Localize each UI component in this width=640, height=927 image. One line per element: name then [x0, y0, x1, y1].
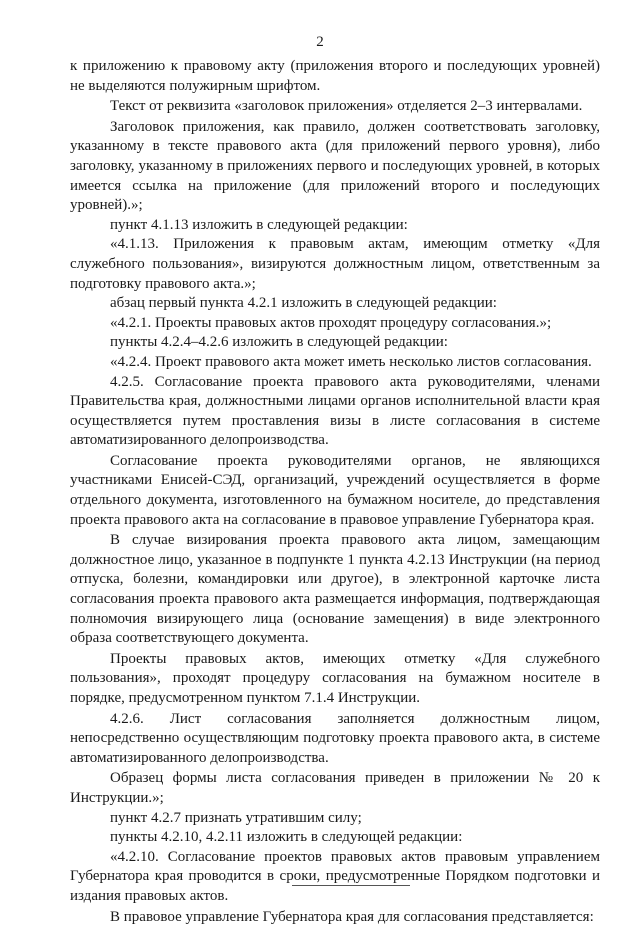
paragraph-4-1-13: «4.1.13. Приложения к правовым актам, имеющим отметку «Для служебного пользования», визируются должностным лицом, ответственным за подготовку правового акта.»; [70, 236, 600, 292]
paragraph-4-2-7: пункт 4.2.7 признать утратившим силу; [110, 809, 362, 826]
page-number: 2 [316, 34, 324, 50]
paragraph-amend-4-1-13: пункт 4.1.13 изложить в следующей редакции: [110, 216, 408, 233]
paragraph-external-approval: Согласование проекта руководителями органов, не являющихся участниками Енисей-СЭД, организаций, учреждений осуществляется в форме отдельного документа, изготовленного на бумажном носителе, до представления проекта правового акта на согласование в правовое управление Губернатора края. [70, 452, 600, 528]
paragraph-4-2-1: «4.2.1. Проекты правовых актов проходят процедуру согласования.»; [110, 314, 552, 331]
document-body [70, 57, 600, 927]
paragraph-4-2-10: «4.2.10. Согласование проектов правовых актов правовым управлением Губернатора края проводится в сроки, предусмотренные Порядком подготовки и издания правовых актов. [70, 848, 600, 904]
paragraph-restricted-drafts: Проекты правовых актов, имеющих отметку «Для служебного пользования», проходят процедуру согласования на бумажном носителе в порядке, предусмотренном пунктом 7.1.4 Инструкции. [70, 650, 600, 706]
bottom-rule [292, 885, 410, 886]
paragraph-4-2-4: «4.2.4. Проект правового акта может иметь несколько листов согласования. [110, 353, 592, 370]
paragraph-appendix-heading: Заголовок приложения, как правило, должен соответствовать заголовку, указанному в тексте правового акта (для приложений первого уровня), либо заголовку, указанному в приложениях первого и последующих уровней, в которых имеется ссылка на приложение (для приложений второго и последующих уровней).»; [70, 118, 600, 214]
paragraph-substitute-visa: В случае визирования проекта правового акта лицом, замещающим должностное лицо, указанное в подпункте 1 пункта 4.2.13 Инструкции (на период отпуска, болезни, командировки или другое), в электронной карточке листа согласования проекта правового акта размещается информация, подтверждающая полномочия визирующего лица (основание замещения) в виде электронного образа соответствующего документа. [70, 532, 600, 647]
paragraph-amend-4-2-4: пункты 4.2.4–4.2.6 изложить в следующей редакции: [110, 334, 448, 351]
paragraph-form-sample: Образец формы листа согласования приведен в приложении № 20 к Инструкции.»; [70, 770, 600, 806]
paragraph-amend-4-2-10: пункты 4.2.10, 4.2.11 изложить в следующей редакции: [110, 829, 463, 846]
paragraph-submission-list: В правовое управление Губернатора края для согласования представляется: [110, 908, 594, 925]
paragraph-amend-4-2-1: абзац первый пункта 4.2.1 изложить в следующей редакции: [110, 295, 497, 312]
paragraph-4-2-6: 4.2.6. Лист согласования заполняется должностным лицом, непосредственно осуществляющим подготовку проекта правового акта, в системе автоматизированного делопроизводства. [70, 710, 600, 766]
paragraph-spacing-rule: Текст от реквизита «заголовок приложения» отделяется 2–3 интервалами. [110, 98, 583, 115]
paragraph-4-2-5: 4.2.5. Согласование проекта правового акта руководителями, членами Правительства края, должностными лицами органов исполнительной власти края осуществляется путем проставления визы в листе согласования в системе автоматизированного делопроизводства. [70, 373, 600, 449]
paragraph-continuation: к приложению к правовому акту (приложения второго и последующих уровней) не выделяются полужирным шрифтом. [70, 58, 600, 94]
